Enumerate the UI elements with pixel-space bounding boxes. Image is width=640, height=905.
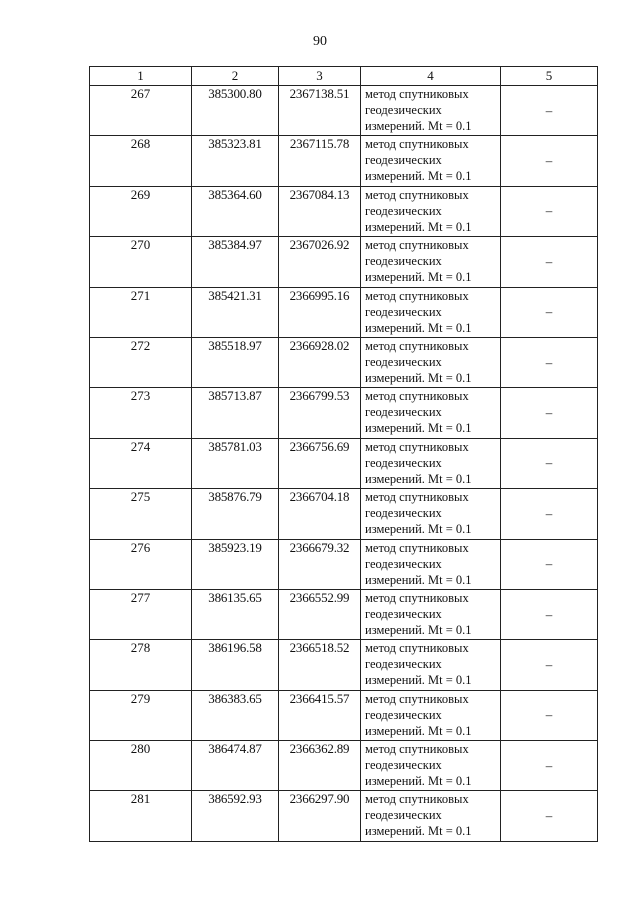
table-row (90, 186, 598, 236)
y-coordinate-cell: 2366679.32 (279, 539, 361, 589)
method-text-line: геодезических (365, 103, 442, 117)
x-coordinate-cell: 385323.81 (192, 136, 279, 186)
method-text-line: метод спутниковых (365, 490, 469, 505)
table-row (90, 438, 598, 488)
method-text-line: геодезических (365, 354, 442, 369)
x-coordinate-cell: 385364.60 (192, 186, 279, 236)
note-cell: – (501, 337, 598, 387)
method-text-line: метод спутниковых (365, 389, 469, 404)
method-text-line: измерений. Mt = 0.1 (365, 320, 472, 335)
x-coordinate-cell: 385781.03 (192, 438, 279, 488)
method-text-line: измерений. Mt = 0.1 (365, 622, 472, 637)
method-cell (361, 489, 501, 539)
x-coordinate-cell: 386196.58 (192, 640, 279, 690)
note-cell: – (501, 86, 598, 136)
y-coordinate-cell: 2366799.53 (279, 388, 361, 438)
method-cell (361, 237, 501, 287)
method-cell (361, 388, 501, 438)
method-cell (361, 86, 501, 136)
method-text-line: геодезических (365, 707, 442, 722)
method-text-line: метод спутниковых (365, 187, 469, 202)
header-col-1: 1 (90, 67, 192, 86)
note-cell: – (501, 791, 598, 841)
note-cell: – (501, 589, 598, 639)
method-text-line: измерений. Mt = 0.1 (365, 673, 472, 688)
point-number-cell: 280 (90, 741, 192, 791)
method-text-line: метод спутниковых (365, 792, 469, 807)
method-text-line: геодезических (365, 455, 442, 470)
header-col-5: 5 (501, 67, 598, 86)
method-text-line: измерений. Mt = 0.1 (365, 169, 472, 184)
table-row (90, 136, 598, 186)
note-cell: – (501, 438, 598, 488)
note-cell: – (501, 741, 598, 791)
y-coordinate-cell: 2366518.52 (279, 640, 361, 690)
method-text-line: измерений. Mt = 0.1 (365, 270, 472, 285)
method-text-line: геодезических (365, 203, 442, 218)
point-number-cell: 274 (90, 438, 192, 488)
method-cell (361, 438, 501, 488)
point-number-cell: 277 (90, 589, 192, 639)
method-text-line: измерений. Mt = 0.1 (365, 370, 472, 385)
method-text-line: метод спутниковых (365, 288, 469, 303)
method-text-line: метод спутниковых (365, 87, 469, 101)
note-cell: – (501, 186, 598, 236)
method-text-line: метод спутниковых (365, 641, 469, 656)
method-text-line: геодезических (365, 808, 442, 823)
method-text-line: измерений. Mt = 0.1 (365, 824, 472, 839)
method-text-line: геодезических (365, 506, 442, 521)
method-text-line: метод спутниковых (365, 439, 469, 454)
method-text-line: геодезических (365, 657, 442, 672)
x-coordinate-cell: 385923.19 (192, 539, 279, 589)
method-cell (361, 690, 501, 740)
method-cell (361, 741, 501, 791)
x-coordinate-cell: 385384.97 (192, 237, 279, 287)
note-cell: – (501, 690, 598, 740)
point-number-cell: 267 (90, 86, 192, 136)
table-body (90, 86, 598, 842)
method-text-line: метод спутниковых (365, 691, 469, 706)
x-coordinate-cell: 385876.79 (192, 489, 279, 539)
method-text-line: измерений. Mt = 0.1 (365, 723, 472, 738)
table-row (90, 86, 598, 136)
method-text-line: метод спутниковых (365, 590, 469, 605)
method-text-line: измерений. Mt = 0.1 (365, 572, 472, 587)
method-text-line: геодезических (365, 304, 442, 319)
note-cell: – (501, 136, 598, 186)
y-coordinate-cell: 2366415.57 (279, 690, 361, 740)
table-row (90, 791, 598, 841)
table-row (90, 539, 598, 589)
y-coordinate-cell: 2367026.92 (279, 237, 361, 287)
y-coordinate-cell: 2366297.90 (279, 791, 361, 841)
method-cell (361, 136, 501, 186)
point-number-cell: 278 (90, 640, 192, 690)
table-row (90, 337, 598, 387)
header-col-2: 2 (192, 67, 279, 86)
table-row (90, 489, 598, 539)
note-cell: – (501, 640, 598, 690)
method-text-line: геодезических (365, 254, 442, 269)
point-number-cell: 269 (90, 186, 192, 236)
method-text-line: измерений. Mt = 0.1 (365, 774, 472, 789)
x-coordinate-cell: 385713.87 (192, 388, 279, 438)
note-cell: – (501, 539, 598, 589)
point-number-cell: 273 (90, 388, 192, 438)
table-row (90, 388, 598, 438)
y-coordinate-cell: 2366362.89 (279, 741, 361, 791)
method-text-line: измерений. Mt = 0.1 (365, 219, 472, 234)
y-coordinate-cell: 2366756.69 (279, 438, 361, 488)
method-text-line: метод спутниковых (365, 742, 469, 757)
table-row (90, 287, 598, 337)
x-coordinate-cell: 386135.65 (192, 589, 279, 639)
method-text-line: метод спутниковых (365, 338, 469, 353)
y-coordinate-cell: 2367115.78 (279, 136, 361, 186)
point-number-cell: 281 (90, 791, 192, 841)
x-coordinate-cell: 386383.65 (192, 690, 279, 740)
note-cell: – (501, 388, 598, 438)
method-cell (361, 186, 501, 236)
x-coordinate-cell: 385518.97 (192, 337, 279, 387)
method-text-line: геодезических (365, 153, 442, 168)
method-cell (361, 539, 501, 589)
method-text-line: метод спутниковых (365, 540, 469, 555)
method-cell (361, 640, 501, 690)
table-row (90, 589, 598, 639)
page-number: 90 (313, 34, 327, 49)
point-number-cell: 271 (90, 287, 192, 337)
method-cell (361, 589, 501, 639)
table-row (90, 640, 598, 690)
point-number-cell: 272 (90, 337, 192, 387)
table-row (90, 237, 598, 287)
note-cell: – (501, 237, 598, 287)
y-coordinate-cell: 2366552.99 (279, 589, 361, 639)
method-cell (361, 337, 501, 387)
header-col-3: 3 (279, 67, 361, 86)
x-coordinate-cell: 386474.87 (192, 741, 279, 791)
table-row (90, 741, 598, 791)
note-cell: – (501, 287, 598, 337)
method-cell (361, 287, 501, 337)
method-text-line: метод спутниковых (365, 238, 469, 253)
method-text-line: измерений. Mt = 0.1 (365, 421, 472, 436)
y-coordinate-cell: 2366704.18 (279, 489, 361, 539)
method-text-line: измерений. Mt = 0.1 (365, 522, 472, 537)
method-text-line: геодезических (365, 758, 442, 773)
y-coordinate-cell: 2366995.16 (279, 287, 361, 337)
note-cell: – (501, 489, 598, 539)
point-number-cell: 268 (90, 136, 192, 186)
point-number-cell: 279 (90, 690, 192, 740)
table-header (90, 67, 598, 86)
method-text-line: измерений. Mt = 0.1 (365, 471, 472, 486)
method-text-line: геодезических (365, 606, 442, 621)
y-coordinate-cell: 2367138.51 (279, 86, 361, 136)
y-coordinate-cell: 2366928.02 (279, 337, 361, 387)
y-coordinate-cell: 2367084.13 (279, 186, 361, 236)
method-cell (361, 791, 501, 841)
x-coordinate-cell: 385421.31 (192, 287, 279, 337)
coordinates-table (89, 66, 598, 842)
method-text-line: измерений. Mt = 0.1 (365, 119, 472, 133)
method-text-line: геодезических (365, 405, 442, 420)
x-coordinate-cell: 386592.93 (192, 791, 279, 841)
point-number-cell: 275 (90, 489, 192, 539)
point-number-cell: 270 (90, 237, 192, 287)
point-number-cell: 276 (90, 539, 192, 589)
x-coordinate-cell: 385300.80 (192, 86, 279, 136)
header-col-4: 4 (361, 67, 501, 86)
method-text-line: геодезических (365, 556, 442, 571)
table-row (90, 690, 598, 740)
method-text-line: метод спутниковых (365, 137, 469, 152)
header-row (90, 67, 598, 86)
